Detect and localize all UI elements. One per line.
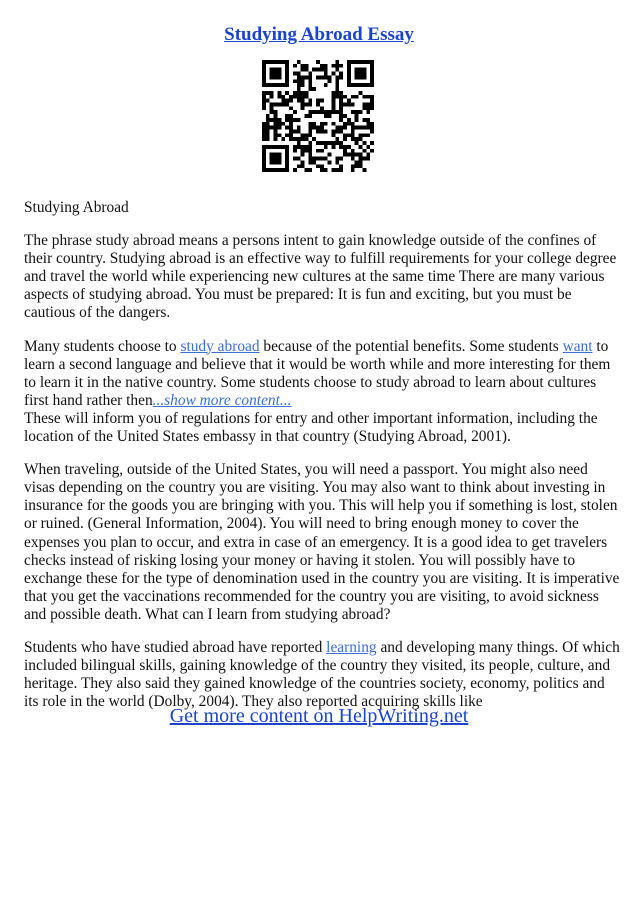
- paragraph-2: [24, 338, 620, 447]
- link-learning[interactable]: learning: [326, 638, 377, 656]
- paragraph-2-text-d: These will inform you of regulations for entry and other important information, including the location of the United States embassy in that country (Studying Abroad, 2001).: [24, 409, 598, 446]
- essay-title[interactable]: Studying Abroad Essay: [224, 24, 414, 45]
- essay-body: [24, 199, 620, 726]
- qr-code-icon: [262, 60, 374, 172]
- get-more-content-link[interactable]: Get more content on HelpWriting.net: [169, 705, 469, 727]
- paragraph-2-text-a: Many students choose to: [24, 337, 181, 355]
- paragraph-4: [24, 639, 620, 711]
- paragraph-4-text-b: and developing many things. Of which included bilingual skills, gaining knowledge of the country they visited, its people, culture, and heritage. They also said they gained knowledge of the countries society, economy, politics and its role in the world (Dolby, 2004). They also reported acquiring skills like: [24, 638, 620, 711]
- paragraph-2-text-c: to learn a second language and believe that it would be worth while and more interesting for them to learn it in the native country. Some students choose to study abroad to learn about cultures first hand rather then: [24, 337, 611, 409]
- show-more-link[interactable]: ...show more content...: [152, 391, 292, 409]
- section-heading: Studying Abroad: [24, 199, 129, 216]
- link-want[interactable]: want: [562, 337, 593, 355]
- paragraph-3: When traveling, outside of the United States, you will need a passport. You might also need visas depending on the country you are visiting. You may also want to think about investing in insurance for the goods you are bringing with you. This will help you if something is lost, stolen or ruined. (General Information, 2004). You will need to bring enough money to cover the expenses you plan to occur, and extra in case of an emergency. It is a good idea to get travelers checks instead of risking losing your money or having it stolen. You will possibly have to exchange these for the type of denomination used in the country you are visiting. It is imperative that you get the vaccinations recommended for the country you are visiting, to avoid sickness and possible death. What can I learn from studying abroad?: [24, 461, 620, 623]
- paragraph-4-text-a: Students who have studied abroad have reported: [24, 638, 327, 656]
- paragraph-2-text-b: because of the potential benefits. Some students: [259, 337, 563, 355]
- paragraph-1: The phrase study abroad means a persons intent to gain knowledge outside of the confines of their country. Studying abroad is an effective way to fulfill requirements for your college degree and travel the world while experiencing new cultures at the same time There are many various aspects of studying abroad. You must be prepared: It is fun and exciting, but you must be cautious of the dangers.: [24, 232, 617, 322]
- link-study-abroad[interactable]: study abroad: [180, 337, 260, 355]
